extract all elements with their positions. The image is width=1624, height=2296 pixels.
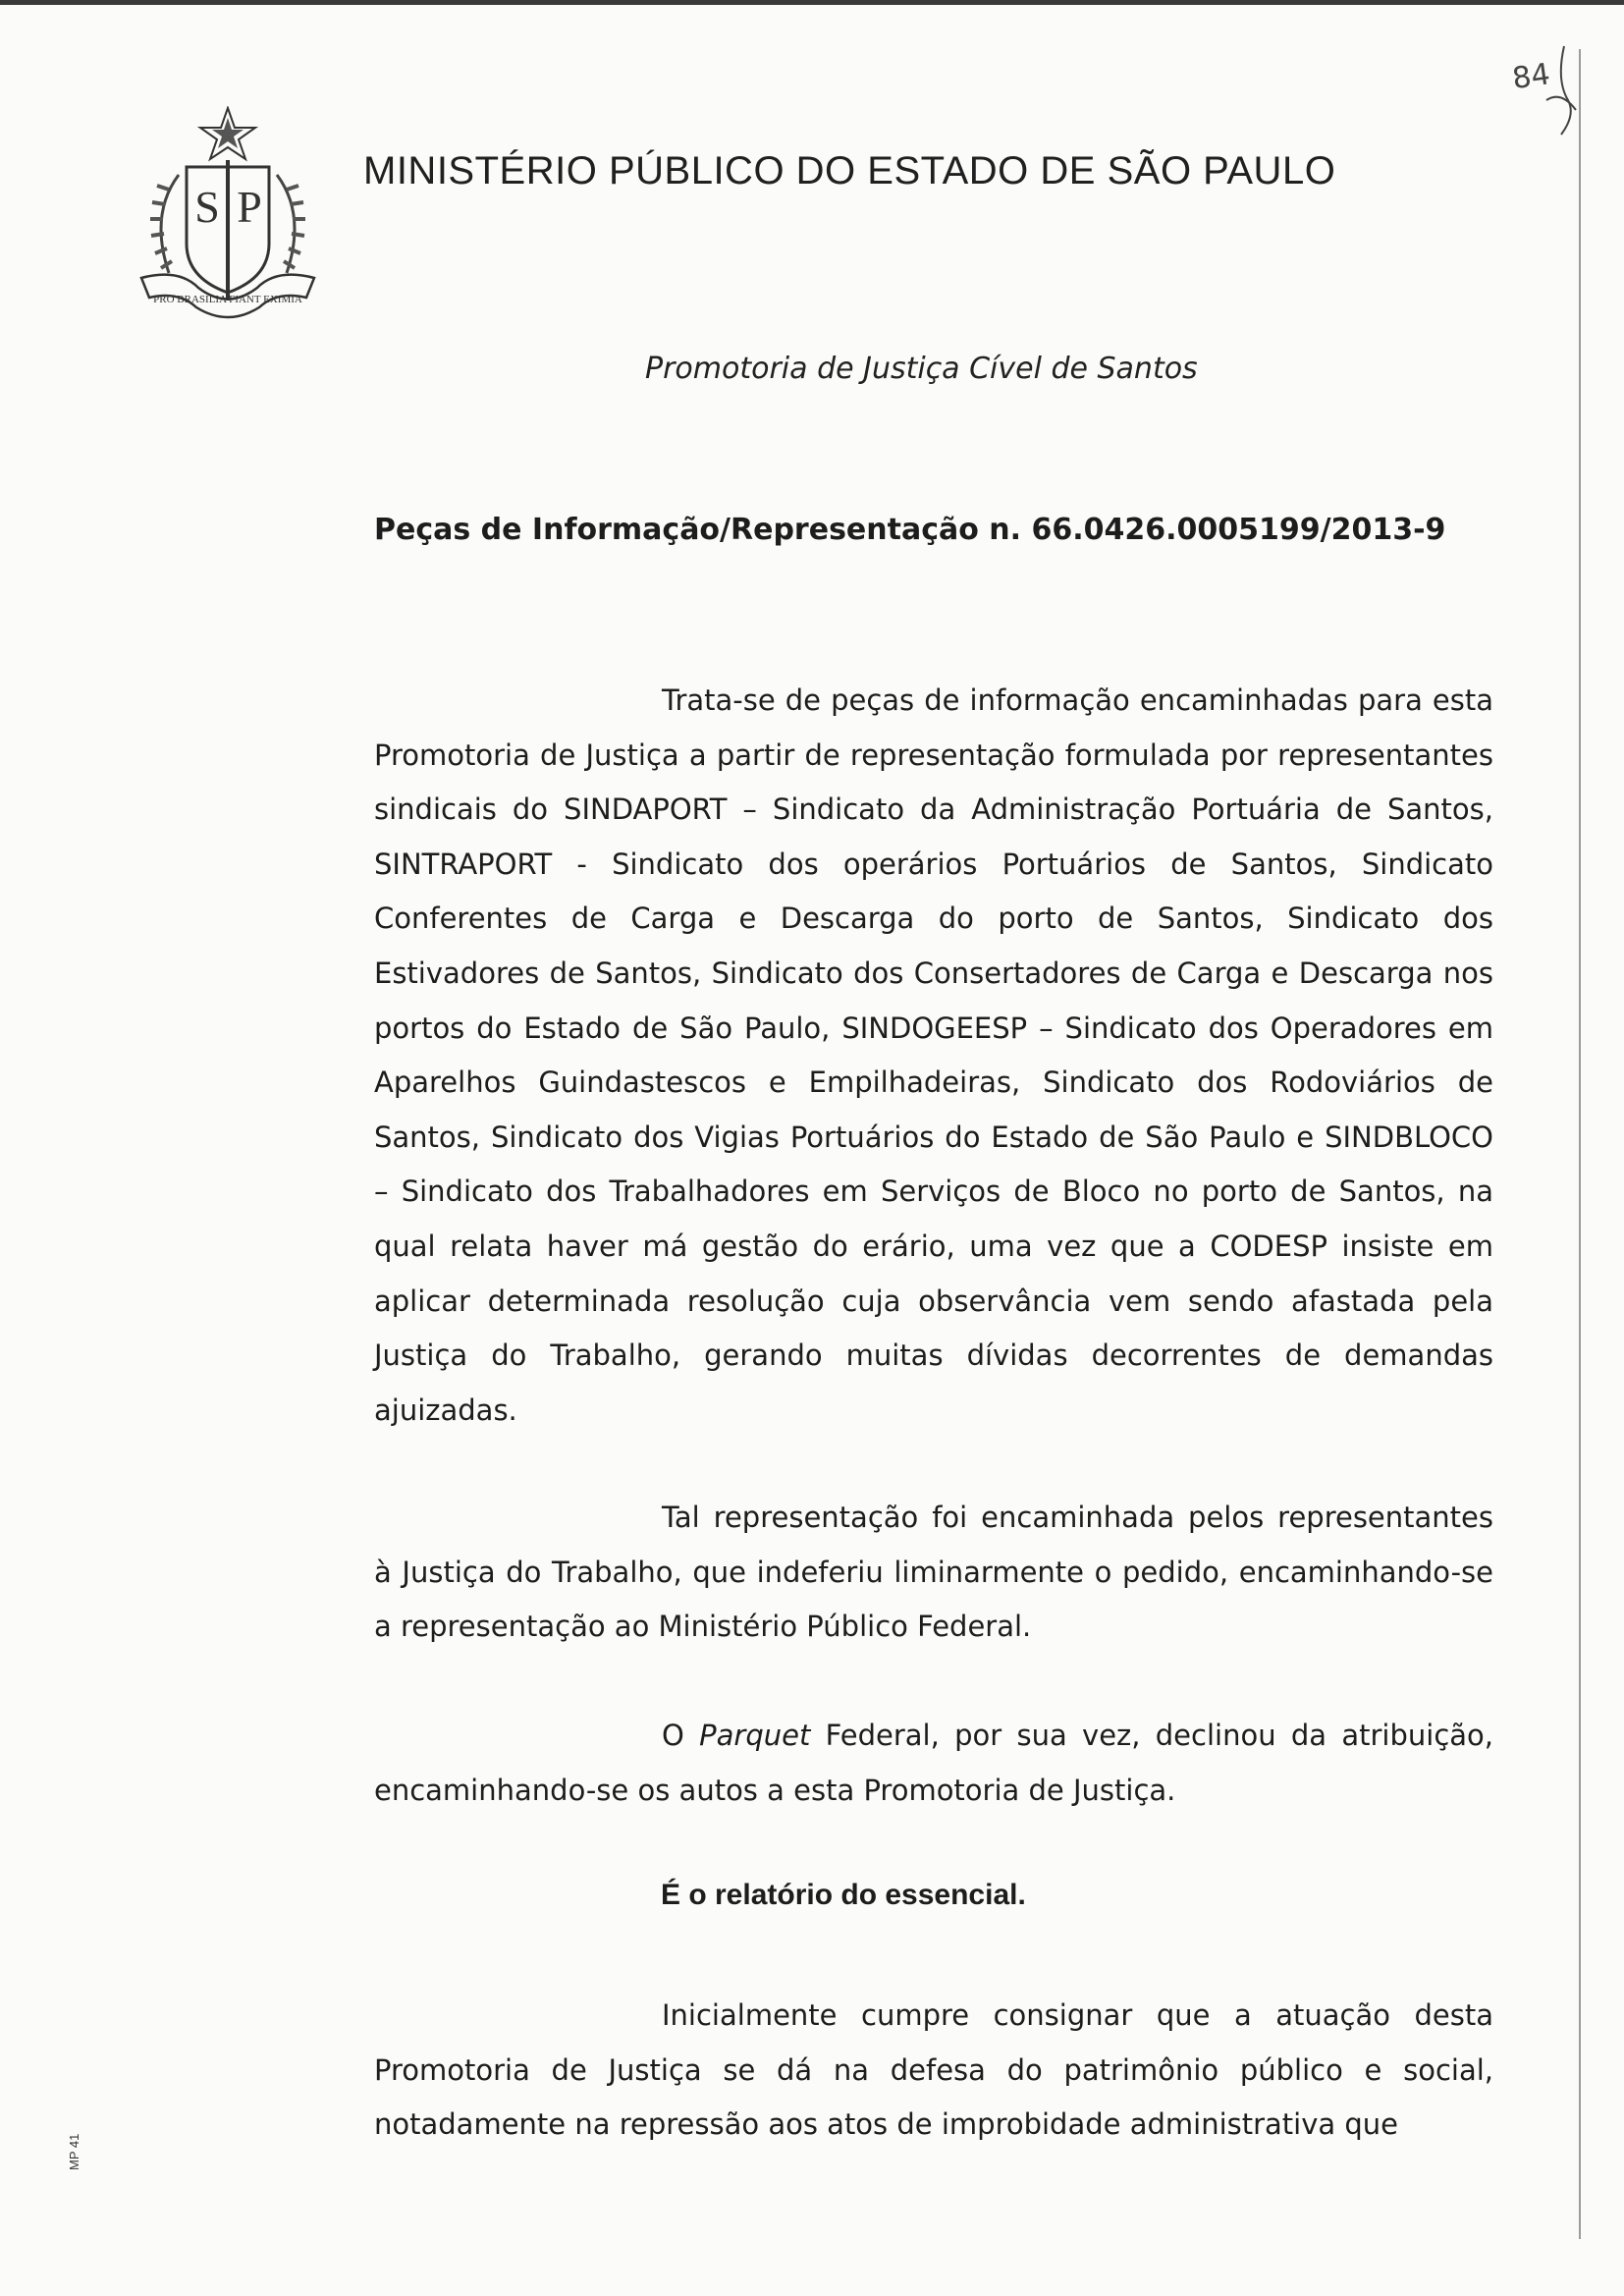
form-code: MP 41	[67, 2133, 81, 2170]
section-heading: É o relatório do essencial.	[661, 1879, 1026, 1911]
institution-title: MINISTÉRIO PÚBLICO DO ESTADO DE SÃO PAULO	[363, 149, 1336, 192]
seal-monogram-s: S	[194, 182, 220, 232]
margin-rule	[1579, 49, 1581, 2239]
handwritten-page-number	[1507, 41, 1586, 139]
svg-text:84: 84	[1510, 57, 1552, 97]
state-seal-logo	[139, 106, 316, 322]
paragraph-3-rest: Federal, por sua vez, declinou da atribuição, encaminhando-se os autos a esta Promotoria de Justiça.	[374, 1719, 1494, 1807]
seal-monogram-p: P	[237, 182, 262, 232]
paragraph-3-italic-term: Parquet	[699, 1719, 811, 1752]
paragraph-1: Trata-se de peças de informação encaminhadas para esta Promotoria de Justiça a partir de representação formulada por representantes sindicais do SINDAPORT – Sindicato da Administração Portuária de Santos, SINTRAPORT - Sindicato dos operários Portuários de Santos, Sindicato Conferentes de Carga e Descarga do porto de Santos, Sindicato dos Estivadores de Santos, Sindicato dos Consertadores de Carga e Descarga nos portos do Estado de São Paulo, SINDOGEESP – Sindicato dos Operadores em Aparelhos Guindastescos e Empilhadeiras, Sindicato dos Rodoviários de Santos, Sindicato dos Vigias Portuários do Estado de São Paulo e SINDBLOCO – Sindicato dos Trabalhadores em Serviços de Bloco no porto de Santos, na qual relata haver má gestão do erário, uma vez que a CODESP insiste em aplicar determinada resolução cuja observância vem sendo afastada pela Justiça do Trabalho, gerando muitas dívidas decorrentes de demandas ajuizadas.	[374, 683, 1493, 1427]
paragraph-4: Inicialmente cumpre consignar que a atuação desta Promotoria de Justiça se dá na defesa do patrimônio público e social, notadamente na repressão aos atos de improbidade administrativa que	[374, 1998, 1493, 2142]
paragraph-3	[374, 1709, 1493, 1818]
paragraph-3-lead: O	[662, 1719, 684, 1752]
seal-ribbon-text: PRO BRASILIA FIANT EXIMIA	[153, 294, 302, 305]
paragraph-2: Tal representação foi encaminhada pelos representantes à Justiça do Trabalho, que indeferiu liminarmente o pedido, encaminhando-se a representação ao Ministério Público Federal.	[374, 1501, 1493, 1644]
office-subtitle: Promotoria de Justiça Cível de Santos	[645, 352, 1198, 386]
scan-top-edge	[0, 0, 1624, 5]
document-reference: Peças de Informação/Representação n. 66.0426.0005199/2013-9	[374, 513, 1446, 547]
